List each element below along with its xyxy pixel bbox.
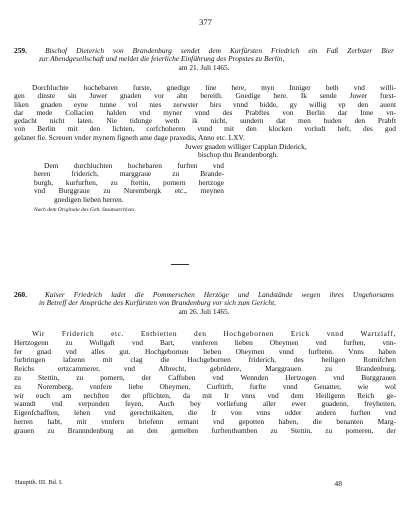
signature-line: Juwer gnaden williger Capplan Diderick, [185,142,307,151]
doc260-body-line: Reichs ertzcammerer, vnd Albrecht, gebrüdere, Marggrauen zu Brandenburg, [14,364,396,374]
doc259-heading [14,47,394,72]
doc260-body [14,330,396,436]
address-line: gnedigen lieben herren. [54,194,124,204]
doc260-body-line: wanndt vnd verpunden feyen, Auch bey vorliefung aller ewer guadenn, freyheiten, [14,399,396,409]
doc260-heading [14,291,394,316]
doc259-body-line: gedacht nicht laten. Nie tidunge weth ik nicht, sundern dat men huden den Prabft [14,116,396,126]
doc259-body-line: gen dinste sin Juwer gnaden vor ahn bereith. Gnedige here. Ik sende Juwer furst- [14,91,396,101]
doc259-address [34,162,224,204]
address-line: burgh, kurfurften, zu ftettin, pomern hertzoge [34,177,224,187]
doc260-body-line: herren habt, mit vnnfern briefenn ermant vnd gepotten haben, die benanten Marg- [14,416,396,426]
doc260-body-line: Hertzogenn zu Wollgaft vnd Bart, vnnferen lieben Oheymen vnd furften, vnn- [14,337,396,347]
page-footer [15,479,400,486]
doc259-number: 259. [14,46,27,55]
footer-sheet-number: 48 [334,479,342,488]
doc259-body-line: von Berlin mit den lichten, corfchoheren vnnd mit den klocken vorludt heft, des god [14,124,396,134]
doc259-body-line: liken gnaden eyne tunne vol nies zerwster birs vnnd bidde, gy willig vp den auent [14,99,396,109]
doc259-body [14,84,396,142]
address-line: heren friderich, marggraue zu Brande- [34,169,224,179]
doc259-body-line: dar mede Collacien halden vnd myner vnnd des Prabftes von Berlin dar Inne vn- [14,107,396,117]
doc259-title-line: Bischof Dieterich von Brandenburg sendet dem Kurfürsten Friedrich ein Faß Zerbster Bier [44,46,395,55]
source-note: Nach dem Originale des Geh. Staatsarchives. [34,207,136,213]
signature-line: bischop thu Brandenborgh. [198,150,279,160]
doc260-body-line: Wir Friderich etc. Entbietten den Hochgebornen Erick vnnd Wartzlaff, [32,329,396,338]
doc260-body-line: grauen zu Brannndenburg an den gemelten furftenthumben zu Stettin, zu pomeren, der [14,425,396,435]
doc259-title-line: zur Abendgesellschaft und meldet die feierliche Einführung des Propstes zu Berlin, [39,54,285,64]
doc260-body-line: zu Stettin, zu pomern, der Caffuben vnd Wennden Hertzogen vnd Burggrauen [14,372,396,382]
doc260-body-line: furbringen lafzenn mit clag die Hochgebornen friderich, des heiligen Romifchen [14,355,396,365]
doc260-title-line: in Betreff der Ansprüche des Kurfürsten von Brandenburg vor sich zum Gericht, [39,298,277,308]
page-number: 377 [199,17,212,27]
doc260-date: am 26. Juli 1465. [178,306,230,316]
footer-signature-mark: Hauptth. III. Bd. I. [15,479,63,486]
address-line: vnd Burggraue zu Nurembergk etc., meynen [34,186,224,196]
doc260-body-line: fer gnad vnd alles gut. Hochgebornen lieben Oheymen vnnd furftenn. Vnns haben [14,346,396,356]
doc259-date: am 21. Juli 1465. [178,62,230,72]
doc259-signature [185,143,395,160]
doc260-body-line: wir euch am nechften der pflichten, da mit Ir vnns vnd dem Heiligenn Reich ge- [14,390,396,400]
doc259-body-line: gelanet fie. Screuen vnder mynem figneth ame dage praxedis, Anno etc. LXV. [14,132,245,142]
doc260-title-line: Kaiser Friedrich ladet die Pommerschen Herzöge und Landstände wegen ihres Ungehorsams [44,290,394,299]
address-line: Dem durchluchten hochebaren furften vnd [44,161,224,170]
doc260-body-line: Eigenfchafften, lehen vnd gerechtikaiten, die Ir von vnns odder andern furften vnd [14,408,396,418]
section-divider [171,264,189,265]
doc260-number: 260. [14,290,27,299]
doc259-body-line: Dorchluchte hochebaren furste, gnedige line here, myn Inniger beth vnd willi- [32,83,396,92]
doc260-body-line: zu Noremberg, vnnfere liebe Oheymen, Curftirft, furfte vnnd Geuatter, wie wol [14,381,396,391]
